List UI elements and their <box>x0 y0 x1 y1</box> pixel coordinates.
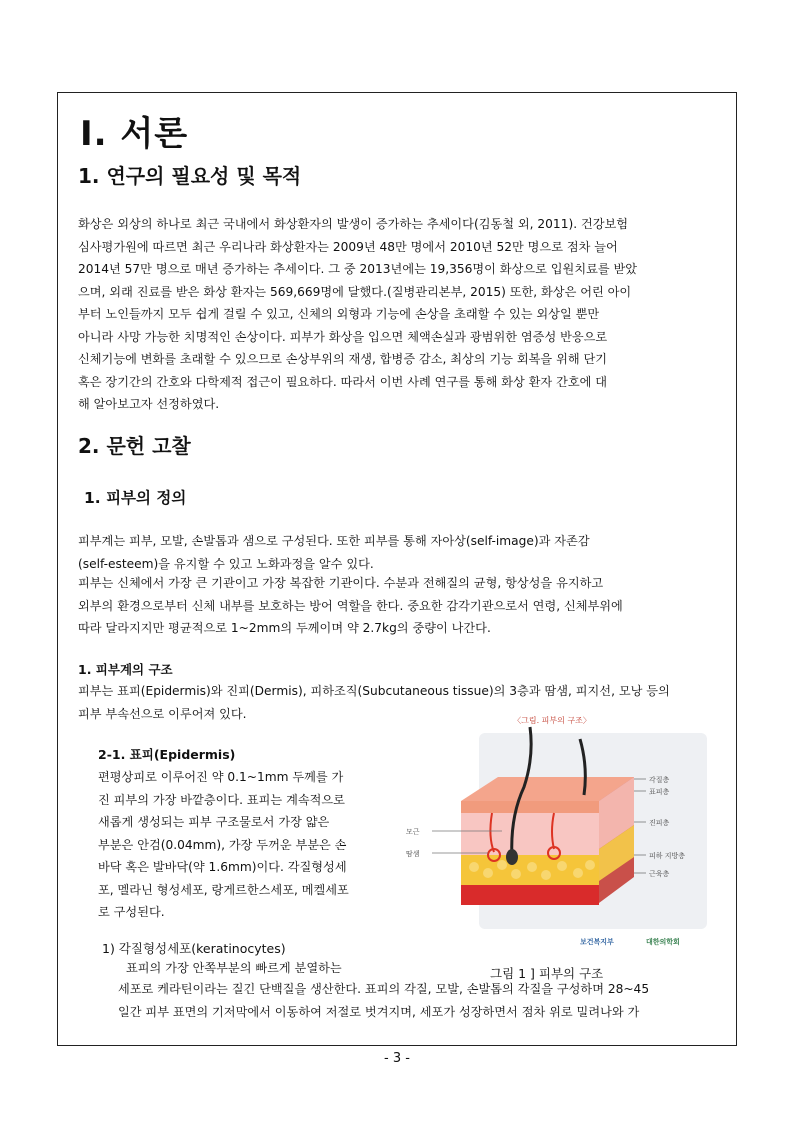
label-stratum-corneum: 각질층 <box>649 776 670 784</box>
label-hair-root: 모근 <box>406 828 420 836</box>
text-line: (self-esteem)을 유지할 수 있고 노화과정을 알수 있다. <box>78 556 374 571</box>
association-logo: 대한의학회 <box>646 938 680 946</box>
skin-definition-paragraph <box>78 530 718 575</box>
section1-paragraph <box>78 213 718 416</box>
ministry-logo: 보건복지부 <box>580 938 614 946</box>
text-line: 피부 부속선으로 이루어져 있다. <box>78 706 247 721</box>
text-line: 바닥 혹은 발바닥(약 1.6mm)이다. 각질형성세 <box>98 860 347 874</box>
text-line: 피부는 신체에서 가장 큰 기관이고 가장 복잡한 기관이다. 수분과 전해질의 균형, 항상성을 유지하고 <box>78 576 604 590</box>
text-line: 신체기능에 변화를 초래할 수 있으므로 손상부위의 재생, 합병증 감소, 최상의 기능 회복을 위해 단기 <box>78 352 608 366</box>
text-line: 아니라 사망 가능한 치명적인 손상이다. 피부가 화상을 입으면 체액손실과 광범위한 염증성 반응으로 <box>78 329 608 344</box>
text-line: 로 구성된다. <box>98 905 165 919</box>
skin-structure-figure <box>384 707 720 957</box>
text-line: 부터 노인들까지 모두 쉽게 걸릴 수 있고, 신체의 외형과 기능에 손상을 초래할 수 있는 외상일 뿐만 <box>78 307 600 321</box>
text-line: 2014년 57만 명으로 매년 증가하는 추세이다. 그 중 2013년에는 19,356명이 화상으로 입원치료를 받았 <box>78 262 638 276</box>
skin-function-paragraph <box>78 572 718 640</box>
figure-caption: 그림 1 ] 피부의 구조 <box>490 966 604 981</box>
text-line: 진 피부의 가장 바깥층이다. 표피는 계속적으로 <box>98 792 345 807</box>
chapter-title: Ⅰ. 서론 <box>80 114 189 154</box>
keratinocyte-paragraph <box>118 978 718 1023</box>
text-line: 피부계는 피부, 모발, 손발톱과 샘으로 구성된다. 또한 피부를 통해 자아상(self-image)과 자존감 <box>78 534 590 548</box>
text-line: 혹은 장기간의 간호와 다학제적 접근이 필요하다. 따라서 이번 사례 연구를 통해 화상 환자 간호에 대 <box>78 374 608 389</box>
text-line: 심사평가원에 따르면 최근 우리나라 화상환자는 2009년 48만 명에서 2010년 52만 명으로 점차 늘어 <box>78 239 618 254</box>
text-line: 따라 달라지지만 평균적으로 1~2mm의 두께이며 약 2.7kg의 중량이 나간다. <box>78 621 491 635</box>
figure-title: 〈그림. 피부의 구조〉 <box>513 716 591 725</box>
section-title-2: 2. 문헌 고찰 <box>78 434 191 458</box>
label-muscle: 근육층 <box>649 870 670 878</box>
text-line: 부분은 안검(0.04mm), 가장 두꺼운 부분은 손 <box>98 837 347 852</box>
text-line: 외부의 환경으로부터 신체 내부를 보호하는 방어 역할을 한다. 중요한 감각기관으로서 연령, 신체부위에 <box>78 598 623 613</box>
label-dermis: 진피층 <box>649 819 670 827</box>
label-epidermis: 표피층 <box>649 788 670 796</box>
text-line: 해 알아보고자 선정하였다. <box>78 397 220 411</box>
text-line: 새롭게 생성되는 피부 구조물로서 가장 얇은 <box>98 815 330 829</box>
keratinocyte-first-line <box>126 957 396 980</box>
text-line: 편평상피로 이루어진 약 0.1~1mm 두께를 가 <box>98 770 344 784</box>
text-line: 으며, 외래 진료를 받은 화상 환자는 569,669명에 달했다.(질병관리본부, 2015) 또한, 화상은 어린 아이 <box>78 284 632 299</box>
epidermis-paragraph <box>98 766 386 924</box>
label-subcutaneous: 피하 지방층 <box>649 852 686 860</box>
skin-diagram <box>384 707 720 957</box>
text-line: 일간 피부 표면의 기저막에서 이동하여 저절로 벗겨지며, 세포가 성장하면서 점차 위로 밀려나와 가 <box>118 1004 640 1019</box>
page-number: - 3 - <box>384 1051 410 1066</box>
structure-heading: 1. 피부계의 구조 <box>78 662 173 677</box>
epidermis-heading: 2-1. 표피(Epidermis) <box>98 747 236 762</box>
text-line: 피부는 표피(Epidermis)와 진피(Dermis), 피하조직(Subcutaneous tissue)의 3층과 땀샘, 피지선, 모낭 등의 <box>78 684 670 698</box>
text-line: 표피의 가장 안쪽부분의 빠르게 분열하는 <box>126 961 342 975</box>
section-title-1: 1. 연구의 필요성 및 목적 <box>78 164 302 188</box>
keratinocyte-heading: 1) 각질형성세포(keratinocytes) <box>102 941 286 956</box>
label-sweat-gland: 땀샘 <box>406 850 420 858</box>
text-line: 세포로 케라틴이라는 질긴 단백질을 생산한다. 표피의 각질, 모발, 손발톱의 각질을 구성하며 28~45 <box>118 982 650 996</box>
text-line: 화상은 외상의 하나로 최근 국내에서 화상환자의 발생이 증가하는 추세이다(김동철 외, 2011). 건강보험 <box>78 217 629 231</box>
text-line: 포, 멜라닌 형성세포, 랑게르한스세포, 메켈세포 <box>98 882 349 897</box>
subsection-title: 1. 피부의 정의 <box>84 489 187 507</box>
